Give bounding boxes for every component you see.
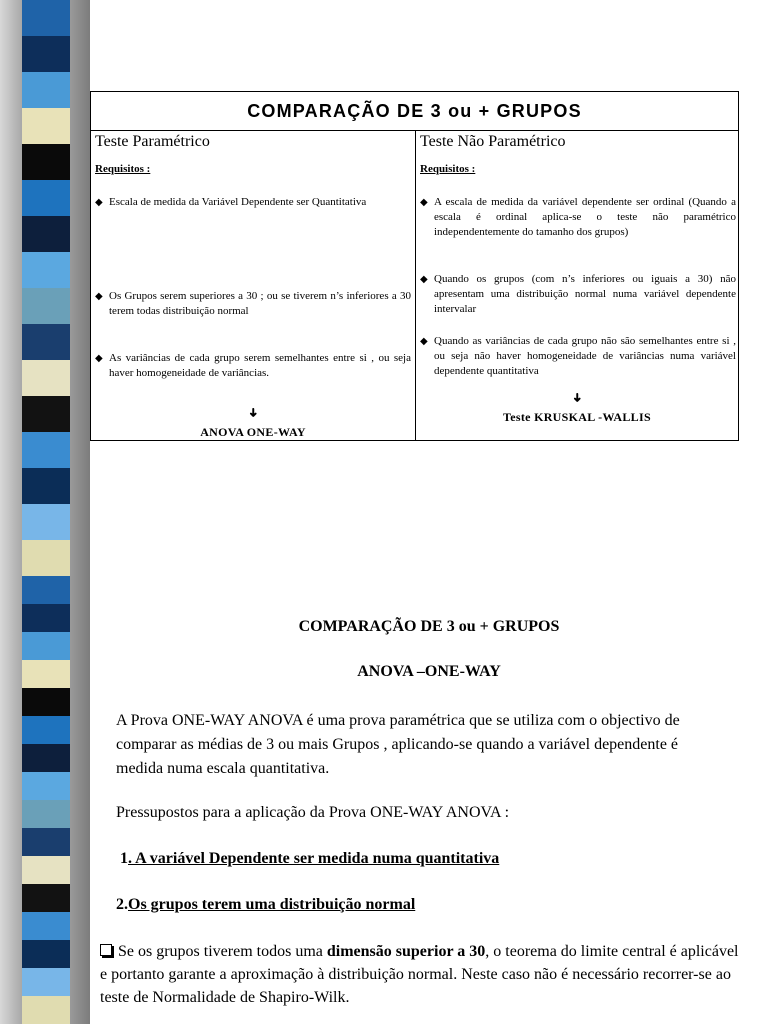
decorative-stripe (0, 576, 90, 1024)
item-text: Os grupos terem uma distribuição normal (128, 896, 416, 913)
stripe-block (22, 576, 70, 604)
slide-title: COMPARAÇÃO DE 3 ou + GRUPOS (298, 618, 560, 635)
stripe-block (22, 604, 70, 632)
parametric-requisitos-label: Requisitos : (95, 163, 151, 175)
comparison-table (90, 130, 739, 441)
stripe-block (22, 884, 70, 912)
stripe-block (22, 108, 70, 144)
note-text-1: Se os grupos tiverem todos uma (118, 943, 327, 960)
stripe-block (22, 660, 70, 688)
stripe-block (22, 468, 70, 504)
parametric-result: ANOVA ONE-WAY (200, 425, 306, 439)
table-title-text: COMPARAÇÃO DE 3 ou + GRUPOS (247, 100, 582, 121)
nonparametric-heading: Teste Não Paramétrico (420, 133, 566, 150)
parametric-bullet-3 (95, 351, 411, 381)
bullet-text: Escala de medida da Variável Dependente ser Quantitativa (109, 196, 367, 208)
stripe-block (22, 396, 70, 432)
stripe-block (22, 360, 70, 396)
stripe-block (22, 0, 70, 36)
stripe-color-blocks (22, 576, 70, 1024)
parametric-heading: Teste Paramétrico (95, 133, 210, 150)
item-number: 1 (120, 850, 128, 867)
stripe-block (22, 828, 70, 856)
stripe-block (22, 288, 70, 324)
stripe-block (22, 716, 70, 744)
diamond-bullet-icon: ◆ (420, 197, 428, 208)
stripe-block (22, 996, 70, 1024)
nonparametric-bullet-2 (420, 272, 736, 317)
stripe-block (22, 324, 70, 360)
stripe-block (22, 688, 70, 716)
bullet-text: As variâncias de cada grupo serem semelhantes entre si , ou seja haver homogeneidade de variâncias. (109, 352, 411, 379)
bullet-text: Quando os grupos (com n’s inferiores ou iguais a 30) não apresentam uma distribuição normal numa variável dependente intervalar (434, 273, 736, 315)
item-text: . A variável Dependente ser medida numa quantitativa (128, 850, 500, 867)
stripe-block (22, 632, 70, 660)
stripe-color-blocks (22, 0, 70, 576)
intro-paragraph: A Prova ONE-WAY ANOVA é uma prova paramétrica que se utiliza com o objectivo de comparar as médias de 3 ou mais Grupos , aplicando-se quando a variável dependente é medida numa escala quantitativa. (116, 712, 680, 777)
note-text-2: , o teorema do limite central é aplicável e portanto garante a aproximação à distribuição normal. Neste caso não é necessário recorrer-se ao teste de Normalidade de Shapiro-Wilk. (100, 943, 739, 1006)
parametric-bullet-1 (95, 195, 411, 210)
diamond-bullet-icon: ◆ (95, 353, 103, 364)
assumptions-heading: Pressupostos para a aplicação da Prova ONE-WAY ANOVA : (116, 804, 510, 821)
stripe-block (22, 800, 70, 828)
diamond-bullet-icon: ◆ (95, 197, 103, 208)
assumption-item-1 (120, 850, 499, 868)
down-arrow-icon: ➜ (570, 392, 585, 403)
checkbox-bullet-icon (100, 944, 112, 956)
assumption-item-2 (116, 896, 415, 914)
stripe-block (22, 856, 70, 884)
stripe-block (22, 744, 70, 772)
bullet-text: A escala de medida da variável dependente ser ordinal (Quando a escala é ordinal aplica-se o teste não paramétrico independentemente do tamanho dos grupos) (434, 196, 736, 238)
item-number: 2. (116, 896, 128, 913)
stripe-block (22, 72, 70, 108)
nonparametric-result: Teste KRUSKAL -WALLIS (503, 410, 651, 424)
diamond-bullet-icon: ◆ (420, 336, 428, 347)
nonparametric-bullet-3 (420, 334, 736, 379)
bullet-text: Quando as variâncias de cada grupo não são semelhantes entre si , ou seja não haver homogeneidade de variâncias numa variável dependente quantitativa (434, 335, 736, 377)
parametric-column (91, 131, 416, 440)
note-bold: dimensão superior a 30 (326, 943, 486, 960)
stripe-gray-band-right (70, 0, 90, 576)
stripe-gray-band-right (70, 576, 90, 1024)
diamond-bullet-icon: ◆ (95, 291, 103, 302)
stripe-block (22, 36, 70, 72)
decorative-stripe (0, 0, 90, 576)
diamond-bullet-icon: ◆ (420, 274, 428, 285)
stripe-block (22, 504, 70, 540)
stripe-gray-band (0, 576, 22, 1024)
slide-subtitle: ANOVA –ONE-WAY (357, 663, 501, 680)
stripe-gray-band (0, 0, 22, 576)
nonparametric-bullet-1 (420, 195, 736, 240)
stripe-block (22, 180, 70, 216)
bullet-text: Os Grupos serem superiores a 30 ; ou se tiverem n’s inferiores a 30 terem todas distribuição normal (109, 290, 411, 317)
stripe-block (22, 968, 70, 996)
stripe-block (22, 432, 70, 468)
slide-2 (0, 576, 768, 1024)
stripe-block (22, 144, 70, 180)
nonparametric-column (416, 131, 738, 440)
stripe-block (22, 912, 70, 940)
stripe-block (22, 940, 70, 968)
stripe-block (22, 540, 70, 576)
stripe-block (22, 252, 70, 288)
stripe-block (22, 216, 70, 252)
parametric-bullet-2 (95, 289, 411, 319)
note-paragraph (100, 940, 740, 1009)
nonparametric-requisitos-label: Requisitos : (420, 163, 476, 175)
table-title (90, 91, 739, 131)
down-arrow-icon: ➜ (246, 407, 261, 418)
stripe-block (22, 772, 70, 800)
